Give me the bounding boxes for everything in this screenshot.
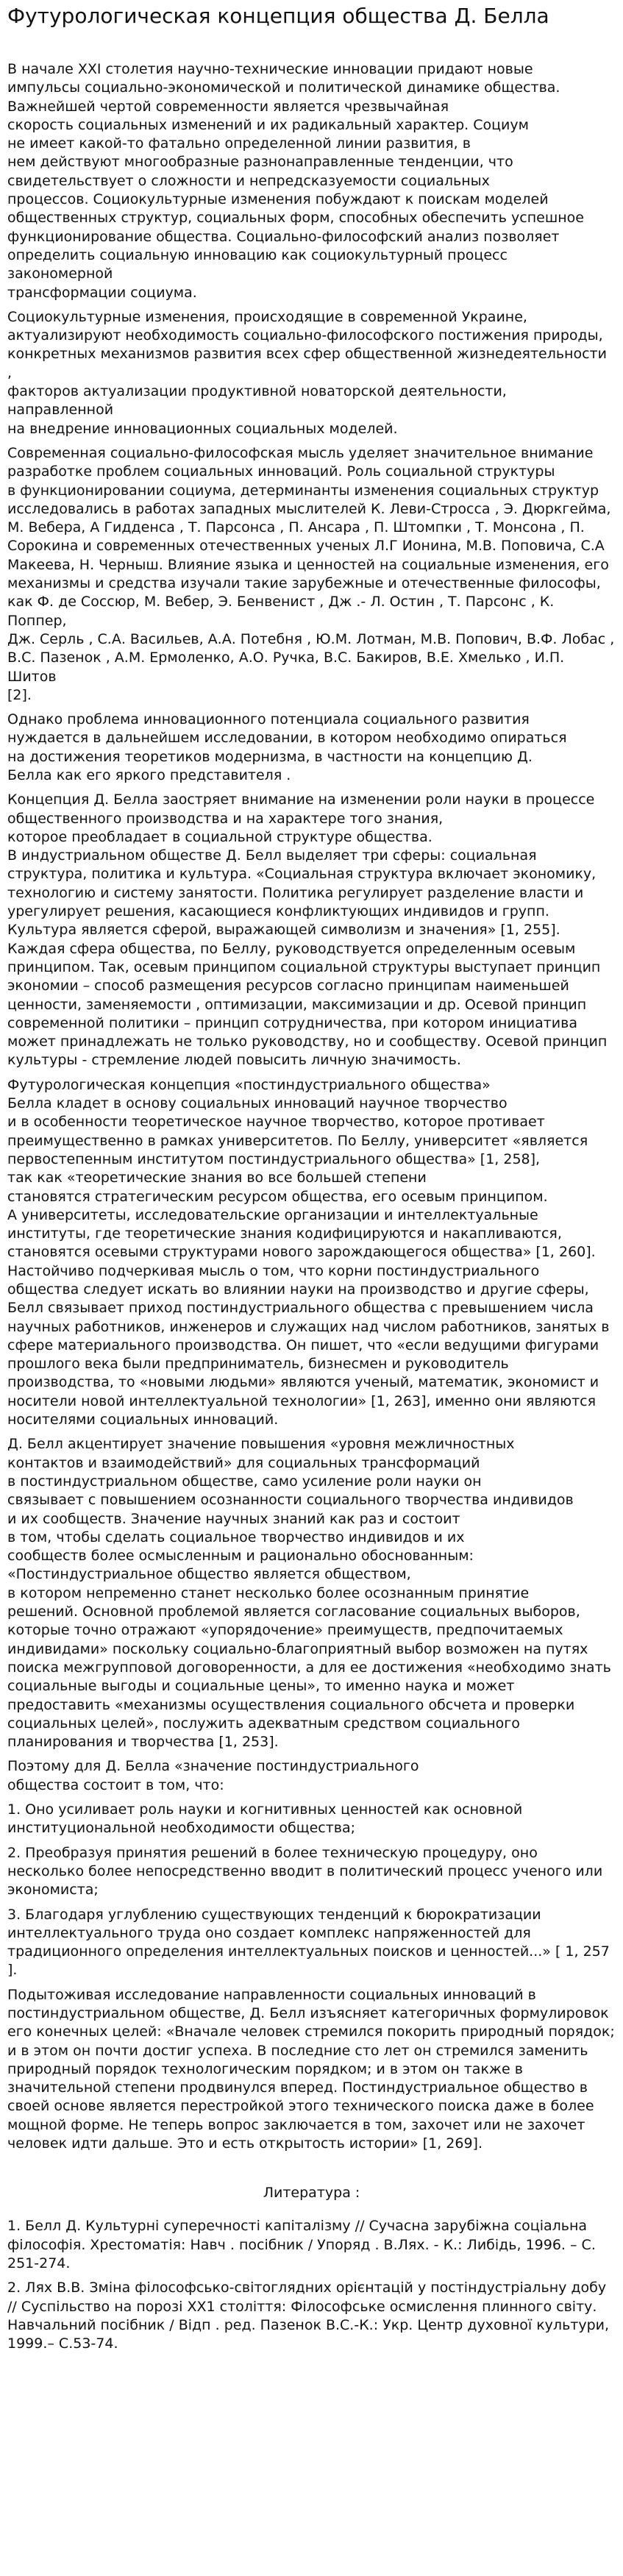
paragraph-significance-intro: Поэтому для Д. Белла «значение постиндустриального общества состоит в том, что: — [7, 1758, 419, 1793]
paragraph-intro: В начале XXI столетия научно-технические инновации придают новые импульсы социально-экономической и политической динамике общества. Важнейшей чертой современности является чрезвычайная скорость социальных изменений и их радикальный характер. Социум не имеет какой-то фатально определенной линии развития, в нем действуют многообразные разнонаправленные тенденции, что свидетельствует о сложности и непредсказуемости социальных процессов. Социокультурные изменения побуждают к поискам моделей общественных структур, социальных форм, способных обеспечить успешное функционирование общества. Социально-философский анализ позволяет определить социальную инновацию как социокультурный процесс закономерной трансформации социума. — [7, 61, 584, 301]
reference-item: 2. Лях В.В. Зміна філософсько-світоглядних орієнтацій у постіндустріальну добу // Суспільство на порозі ХХ1 століття: Філософське осмислення плинного світу. Навчальний посібник / Відп . ред. Пазенок В.С.-К.: Укр. Центр духовної культури, 1999.– С.53-74. — [7, 2280, 610, 2352]
reference-item: 1. Белл Д. Культурні суперечності капіталізму // Сучасна зарубіжна соціальна філософія. Хрестоматія: Навч . посібник / Упоряд . В.Лях. - К.: Либідь, 1996. – С. 251-274. — [7, 2218, 596, 2271]
document-page — [0, 1, 623, 2353]
paragraph-researchers: Современная социально-философская мысль уделяет значительное внимание разработке проблем социальных инноваций. Роль социальной структуры в функционировании социума, детерминанты изменения социальных структур исследовались в работах западных мыслителей К. Леви-Стросса , Э. Дюркгейма, М. Вебера, А Гидденса , Т. Парсонса , П. Ансара , П. Штомпки , Т. Монсона , П. Сорокина и современных отечественных ученых Л.Г Ионина, М.В. Поповича, С.А Макеева, Н. Черныш. Влияние языка и ценностей на социальные изменения, его механизмы и средства изучали такие зарубежные и отечественные философы, как Ф. де Соссюр, М. Вебер, Э. Бенвенист , Дж .- Л. Остин , Т. Парсонс , К. Поппер, Дж. Серль , С.А. Васильев, А.А. Потебня , Ю.М. Лотман, М.В. Попович, В.Ф. Лобас , В.С. Пазенок , А.М. Ермоленко, А.О. Ручка, В.С. Бакиров, В.Е. Хмелько , И.П. Шитов [2]. — [7, 444, 615, 703]
list-item-1: 1. Оно усиливает роль науки и когнитивных ценностей как основной институциональной необходимости общества; — [7, 1801, 523, 1837]
document-title: Футурологическая концепция общества Д. Белла — [7, 4, 549, 28]
references-list — [7, 2217, 616, 2353]
paragraph-ukraine: Социокультурные изменения, происходящие в современной Украине, актуализируют необходимость социально-философского постижения природы, конкретных механизмов развития всех сфер общественной жизнедеятельности , факторов актуализации продуктивной новаторской деятельности, направленной на внедрение инновационных социальных моделей. — [7, 308, 607, 437]
paragraph-conclusion: Подытоживая исследование направленности социальных инноваций в постиндустриальном обществе, Д. Белл изъясняет категоричных формулировок его конечных целей: «Вначале человек стремился покорить природный порядок; и в этом он почти достиг успеха. В последние сто лет он стремился заменить природный порядок технологическим порядком; и в этом он также в значительной степени продвинулся вперед. Постиндустриальное общество в своей основе является перестройкой этого технического поиска даже в более мощной форме. Не теперь вопрос заключается в том, захочет или не захочет человек идти дальше. Это и есть открытость истории» [1, 269]. — [7, 1986, 615, 2152]
paragraph-bell-concept: Концепция Д. Белла заостряет внимание на изменении роли науки в процессе общественного производства и на характере того знания, которое преобладает в социальной структуре общества. В индустриальном обществе Д. Белл выделяет три сферы: социальная структура, политика и культура. «Социальная структура включает экономику, технологию и систему занятости. Политика регулирует разделение власти и урегулирует решения, касающиеся конфликтующих индивидов и групп. Культура является сферой, выражающей символизм и значения» [1, 255]. Каждая сфера общества, по Беллу, руководствуется определенным осевым принципом. Так, осевым принципом социальной структуры выступает принцип экономии – способ размещения ресурсов согласно принципам наименьшей ценности, заменяемости , оптимизации, максимизации и др. Осевой принцип современной политики – принцип сотрудничества, при котором инициатива может принадлежать не только руководству, но и сообществу. Осевой принцип культуры - стремление людей повысить личную значимость. — [7, 791, 608, 1069]
paragraph-problem: Однако проблема инновационного потенциала социального развития нуждается в дальнейшем исследовании, в котором необходимо опираться на достижения теоретиков модернизма, в частности на концепцию Д. Белла как его яркого представителя . — [7, 711, 567, 783]
list-item-2: 2. Преобразуя принятия решений в более техническую процедуру, оно несколько более непосредственно вводит в политический процесс ученого или экономиста; — [7, 1844, 603, 1899]
document-body — [7, 60, 616, 2153]
list-item-3: 3. Благодаря углублению существующих тенденций к бюрократизации интеллектуального труда оно создает комплекс напряженностей для традиционного определения интеллектуальных поисков и ценностей...» [ 1, 257 ]. — [7, 1906, 610, 1979]
references-heading: Литература : — [263, 2185, 360, 2202]
paragraph-interactions: Д. Белл акцентирует значение повышения «уровня межличностных контактов и взаимодействий» для социальных трансформаций в постиндустриальном обществе, само усиление роли науки он связывает с повышением осознанности социального творчества индивидов и их сообществ. Значение научных знаний как раз и состоит в том, чтобы сделать социальное творчество индивидов и их сообществ более осмысленным и рационально обоснованным: «Постиндустриальное общество является обществом, в котором непременно станет несколько более осознанным принятие решений. Основной проблемой является согласование социальных выборов, которые точно отражают «упорядочение» преимуществ, предпочитаемых индивидами» поскольку социально-благоприятный выбор возможен на путях поиска межгрупповой договоренности, а для ее достижения «необходимо знать социальные выгоды и социальные цены», то именно наука и может предоставить «механизмы осуществления социального обсчета и проверки социальных целей», послужить адекватным средством социального планирования и творчества [1, 253]. — [7, 1436, 611, 1751]
paragraph-futurology: Футурологическая концепция «постиндустриального общества» Белла кладет в основу социальных инноваций научное творчество и в особенности теоретическое научное творчество, которое противает преимущественно в рамках университетов. По Беллу, университет «является первостепенным институтом постиндустриального общества» [1, 258], так как «теоретические знания во все большей степени становятся стратегическим ресурсом общества, его осевым принципом. А университеты, исследовательские организации и интеллектуальные институты, где теоретические знания кодифицируются и накапливаются, становятся осевыми структурами нового зарождающегося общества» [1, 260]. Настойчиво подчеркивая мысль о том, что корни постиндустриального общества следует искать во влиянии науки на производство и другие сферы, Белл связывает приход постиндустриального общества с превышением числа научных работников, инженеров и служащих над числом работников, занятых в сфере материального производства. Он пишет, что «если ведущими фигурами прошлого века были предприниматель, бизнесмен и руководитель производства, то «новыми людьми» являются ученый, математик, экономист и носители новой интеллектуальной технологии» [1, 263], именно они являются носителями социальных инноваций. — [7, 1076, 610, 1428]
